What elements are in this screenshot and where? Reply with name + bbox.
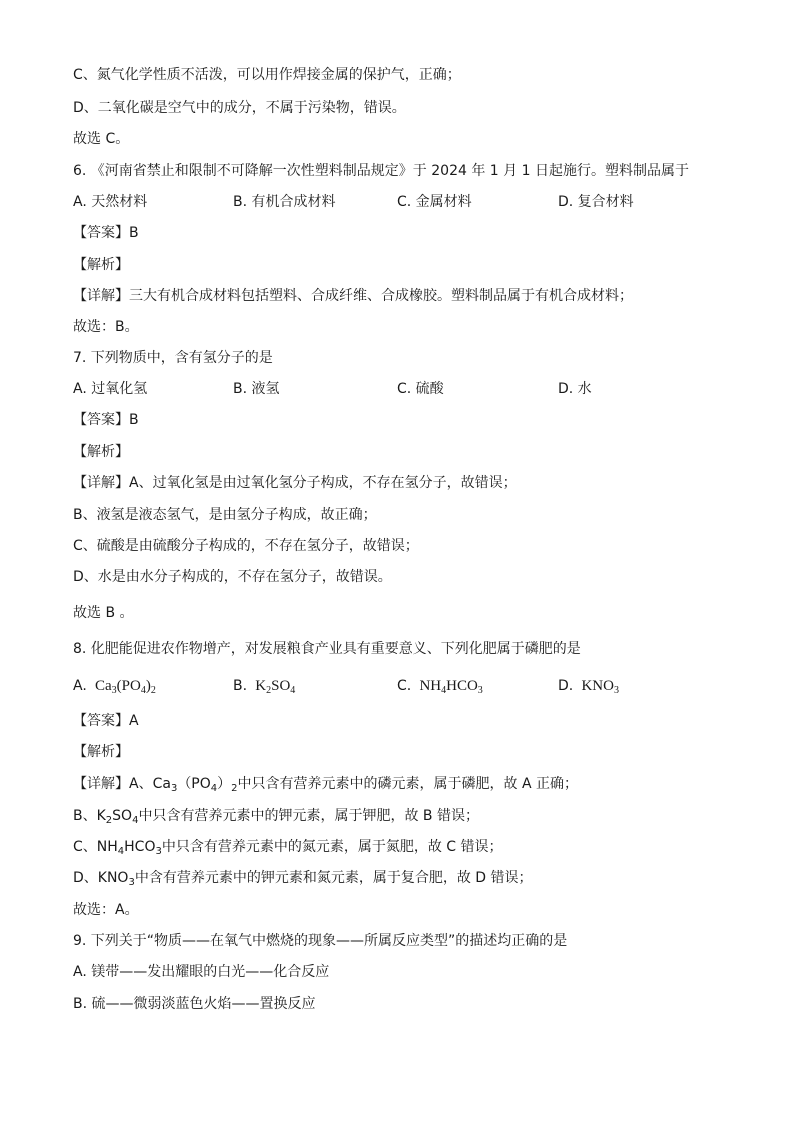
q7-option-b: B. 液氢	[233, 381, 280, 397]
q9-stem: 9. 下列关于“物质——在氧气中燃烧的现象——所属反应类型”的描述均正确的是	[73, 933, 568, 949]
q8-option-b-letter: B.	[233, 678, 248, 694]
q8-option-d	[558, 677, 619, 695]
q8-detail-b: B、$K_2SO_4$中只含有营养元素中的钾元素，属于钾肥，故 B 错误；	[73, 808, 479, 826]
q8-option-d-formula: $KNO_3$	[581, 678, 619, 696]
q9-option-b: B. 硫——微弱淡蓝色火焰——置换反应	[73, 996, 316, 1012]
q8-option-b	[233, 677, 295, 695]
q8-detail-a: 【详解】A、$Ca_3(PO_4)_2$中只含有营养元素中的磷元素，属于磷肥，故 A 正确；	[73, 776, 579, 794]
q8-option-c	[397, 677, 483, 695]
q5-option-d-explanation: D、二氧化碳是空气中的成分，不属于污染物，错误。	[73, 100, 406, 116]
q7-detail-a: 【详解】A、过氧化氢是由过氧化氢分子构成，不存在氢分子，故错误；	[73, 475, 517, 491]
q8-analysis-label: 【解析】	[73, 744, 129, 760]
q7-stem: 7. 下列物质中，含有氢分子的是	[73, 350, 273, 366]
q8-option-a-letter: A.	[73, 678, 87, 694]
q7-option-c: C. 硫酸	[397, 381, 444, 397]
q6-option-c: C. 金属材料	[397, 194, 472, 210]
q7-option-d: D. 水	[558, 381, 592, 397]
q7-detail-b: B、液氢是液态氢气，是由氢分子构成，故正确；	[73, 507, 377, 523]
q6-option-b: B. 有机合成材料	[233, 194, 336, 210]
q9-option-a: A. 镁带——发出耀眼的白光——化合反应	[73, 964, 330, 980]
q8-option-b-formula: $K_2SO_4$	[255, 678, 296, 696]
q8-detail-d: D、$KNO_3$中含有营养元素中的钾元素和氮元素，属于复合肥，故 D 错误；	[73, 870, 533, 888]
q6-analysis-label: 【解析】	[73, 257, 129, 273]
q8-option-a-formula: $Ca_3(PO_4)_2$	[94, 678, 156, 696]
q6-answer: 【答案】B	[73, 225, 139, 241]
q8-answer: 【答案】A	[73, 713, 139, 729]
q5-option-c-explanation: C、氮气化学性质不活泼，可以用作焊接金属的保护气，正确；	[73, 67, 461, 83]
q8-option-c-formula: $NH_4HCO_3$	[419, 678, 483, 696]
q8-choose: 故选：A。	[73, 902, 139, 918]
q6-option-d: D. 复合材料	[558, 194, 634, 210]
q6-stem: 6. 《河南省禁止和限制不可降解一次性塑料制品规定》于 2024 年 1 月 1 日起施行。塑料制品属于	[73, 163, 689, 179]
q6-choose: 故选：B。	[73, 319, 139, 335]
q7-detail-c: C、硫酸是由硫酸分子构成的，不存在氢分子，故错误；	[73, 538, 419, 554]
q6-detail: 【详解】三大有机合成材料包括塑料、合成纤维、合成橡胶。塑料制品属于有机合成材料；	[73, 288, 633, 304]
q7-detail-d: D、水是由水分子构成的，不存在氢分子，故错误。	[73, 569, 392, 585]
q7-option-a: A. 过氧化氢	[73, 381, 148, 397]
q6-option-a: A. 天然材料	[73, 194, 148, 210]
q8-detail-c: C、$NH_4HCO_3$中只含有营养元素中的氮元素，属于氮肥，故 C 错误；	[73, 839, 503, 857]
q8-option-d-letter: D.	[558, 678, 574, 694]
q7-analysis-label: 【解析】	[73, 444, 129, 460]
q5-choose: 故选 C。	[73, 131, 130, 147]
q8-option-c-letter: C.	[397, 678, 412, 694]
q8-stem: 8. 化肥能促进农作物增产，对发展粮食产业具有重要意义、下列化肥属于磷肥的是	[73, 641, 581, 657]
q8-option-a	[73, 677, 156, 695]
q7-answer: 【答案】B	[73, 412, 139, 428]
q7-choose: 故选 B 。	[73, 605, 134, 621]
